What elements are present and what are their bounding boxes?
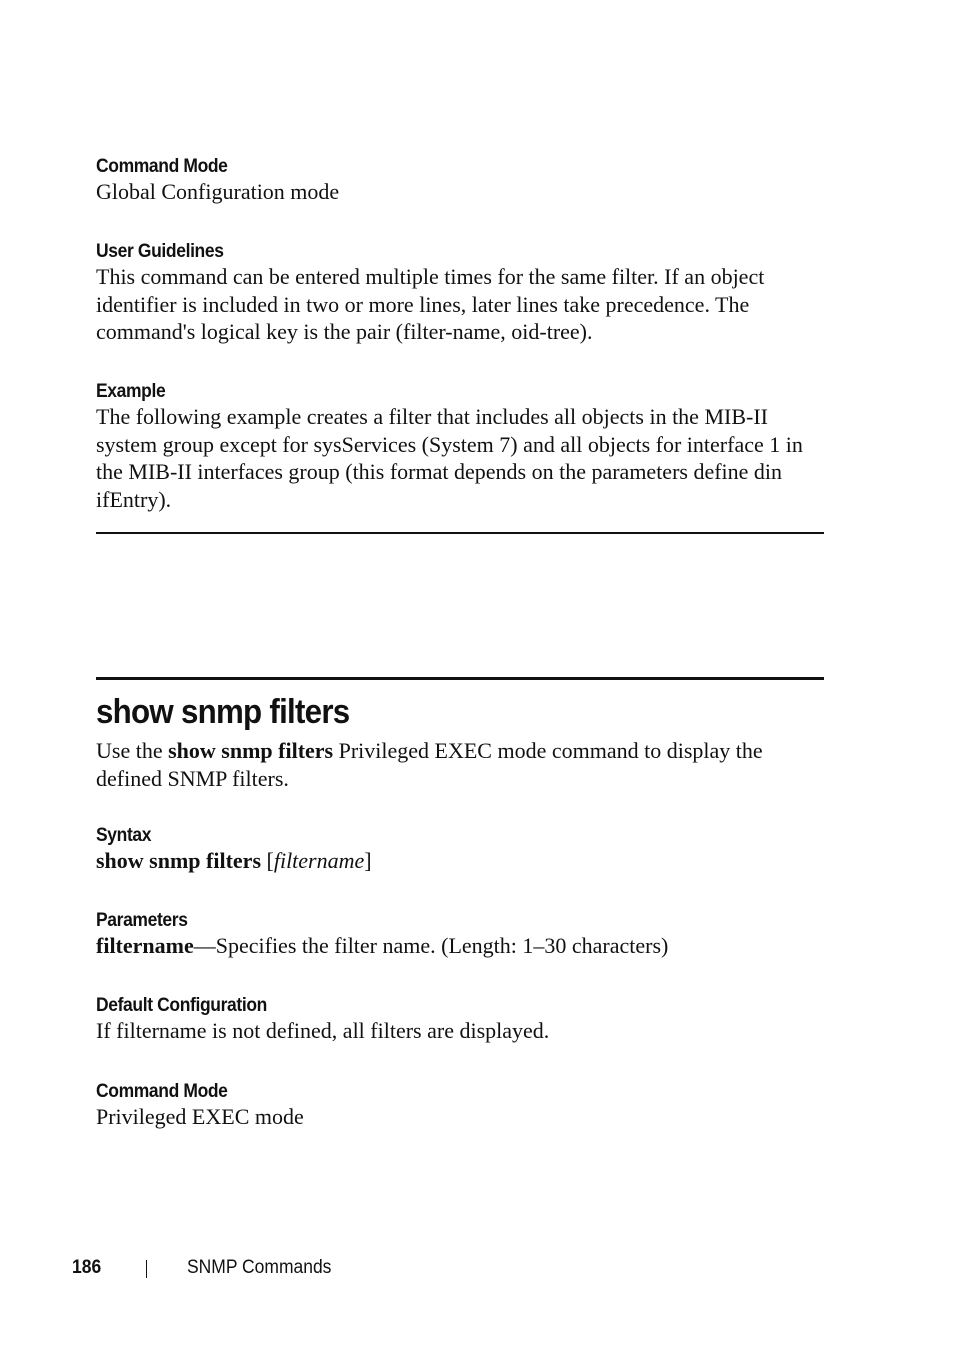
section-command-mode-block xyxy=(96,1081,824,1131)
user-guidelines-block xyxy=(96,241,824,346)
syntax-argument: filtername xyxy=(273,848,365,873)
syntax-bracket-close: ] xyxy=(364,848,372,873)
section-title-block xyxy=(96,692,824,732)
example-block xyxy=(96,381,824,513)
section-start-rule xyxy=(96,677,824,680)
section-command-mode-text: Privileged EXEC mode xyxy=(96,1104,304,1129)
syntax-heading: Syntax xyxy=(96,825,152,846)
command-mode-heading: Command Mode xyxy=(96,156,228,177)
example-heading: Example xyxy=(96,381,166,402)
user-guidelines-text: This command can be entered multiple times for the same filter. If an object identifier is included in two or more lines, later lines take precedence. The command's logical key is the pair (filter-name, oid-tree). xyxy=(96,264,765,344)
default-configuration-block xyxy=(96,995,824,1045)
syntax-bracket-open: [ xyxy=(261,848,274,873)
parameters-block xyxy=(96,910,824,960)
command-mode-block xyxy=(96,156,824,206)
syntax-command: show snmp filters xyxy=(96,848,262,873)
parameters-heading: Parameters xyxy=(96,910,188,931)
parameter-name: filtername xyxy=(96,933,194,958)
default-configuration-heading: Default Configuration xyxy=(96,995,267,1016)
user-guidelines-heading: User Guidelines xyxy=(96,241,224,262)
command-mode-text: Global Configuration mode xyxy=(96,179,340,204)
footer-separator xyxy=(146,1260,147,1278)
intro-pre: Use the xyxy=(96,738,169,763)
intro-post: Privileged EXEC mode command to display the defined SNMP filters. xyxy=(96,738,763,791)
footer-section-name: SNMP Commands xyxy=(187,1257,332,1278)
intro-text xyxy=(96,737,824,792)
parameter-description: —Specifies the filter name. (Length: 1–30 characters) xyxy=(193,933,669,958)
intro-block xyxy=(96,737,824,792)
example-text: The following example creates a filter that includes all objects in the MIB-II system group except for sysServices (System 7) and all objects for interface 1 in the MIB-II interfaces group (this format depends on the parameters define din ifEntry). xyxy=(96,404,803,512)
syntax-block xyxy=(96,825,824,875)
intro-command: show snmp filters xyxy=(168,738,334,763)
default-configuration-text: If filtername is not defined, all filters are displayed. xyxy=(96,1018,550,1043)
parameters-text xyxy=(96,932,824,960)
syntax-text xyxy=(96,847,824,875)
section-command-mode-heading: Command Mode xyxy=(96,1081,228,1102)
page-title: show snmp filters xyxy=(96,693,350,731)
page-number: 186 xyxy=(72,1257,102,1278)
section-end-rule xyxy=(96,532,824,534)
